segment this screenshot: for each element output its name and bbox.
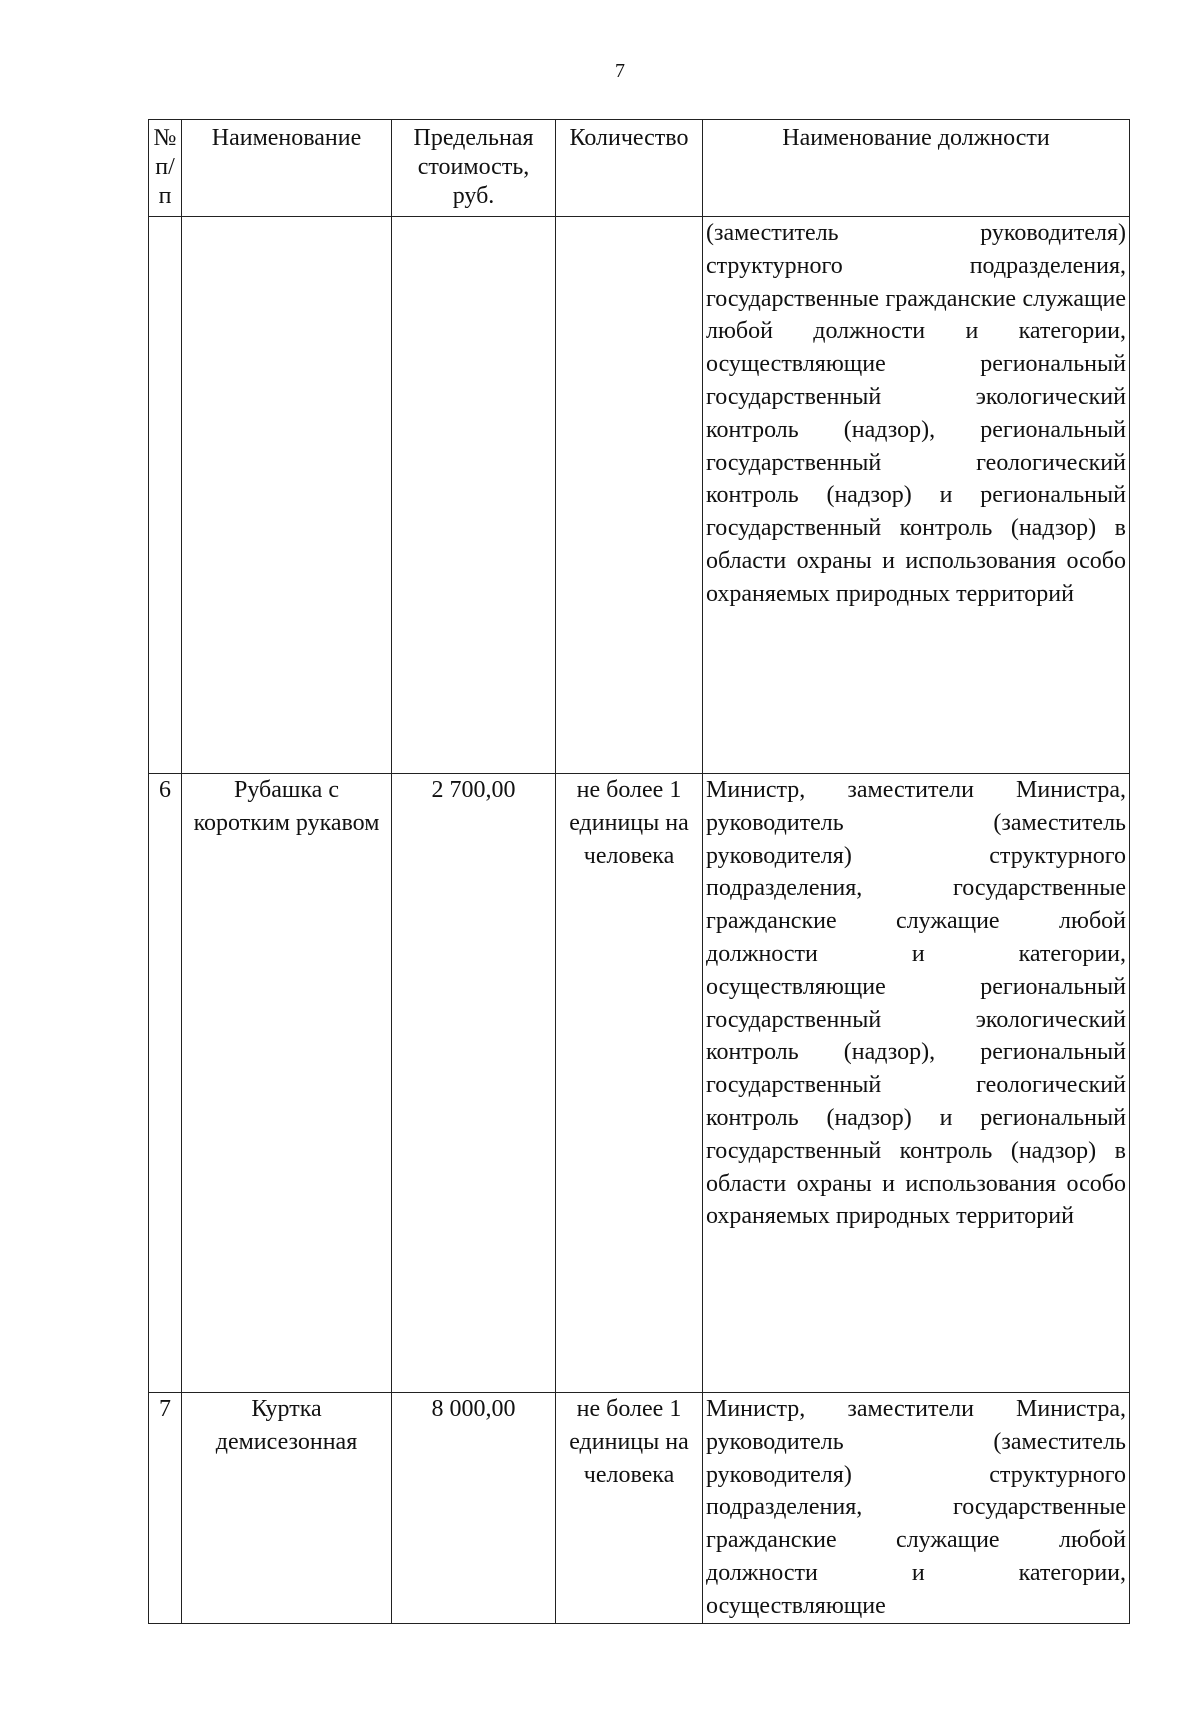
cell-position: Министр, заместители Министра, руководитель (заместитель руководителя) структурного подразделения, государственные гражданские служащие любой должности и категории, осуществляющие (703, 1393, 1130, 1624)
table-row (149, 217, 1130, 774)
header-num: № п/п (149, 120, 182, 217)
cell-price (392, 217, 556, 774)
cell-num: 7 (149, 1393, 182, 1624)
cell-qty: не более 1 единицы на человека (556, 774, 703, 1393)
table-row (149, 1393, 1130, 1624)
positions-table (148, 119, 1130, 1624)
header-price: Предельная стоимость, руб. (392, 120, 556, 217)
cell-qty: не более 1 единицы на человека (556, 1393, 703, 1624)
cell-price: 8 000,00 (392, 1393, 556, 1624)
header-qty: Количество (556, 120, 703, 217)
header-position: Наименование должности (703, 120, 1130, 217)
cell-num: 6 (149, 774, 182, 1393)
cell-position: (заместитель руководителя) структурного подразделения, государственные гражданские служащие любой должности и категории, осуществляющие региональный государственный экологический контроль (надзор), региональный государственный геологический контроль (надзор) и региональный государственный контроль (надзор) в области охраны и использования особо охраняемых природных территорий (703, 217, 1130, 774)
cell-name: Куртка демисезонная (182, 1393, 392, 1624)
cell-price: 2 700,00 (392, 774, 556, 1393)
cell-name (182, 217, 392, 774)
page-number: 7 (615, 60, 625, 82)
cell-position: Министр, заместители Министра, руководитель (заместитель руководителя) структурного подразделения, государственные гражданские служащие любой должности и категории, осуществляющие региональный государственный экологический контроль (надзор), региональный государственный геологический контроль (надзор) и региональный государственный контроль (надзор) в области охраны и использования особо охраняемых природных территорий (703, 774, 1130, 1393)
header-name: Наименование (182, 120, 392, 217)
table-row (149, 774, 1130, 1393)
cell-name: Рубашка с коротким рукавом (182, 774, 392, 1393)
table-header-row (149, 120, 1130, 217)
cell-num (149, 217, 182, 774)
cell-qty (556, 217, 703, 774)
